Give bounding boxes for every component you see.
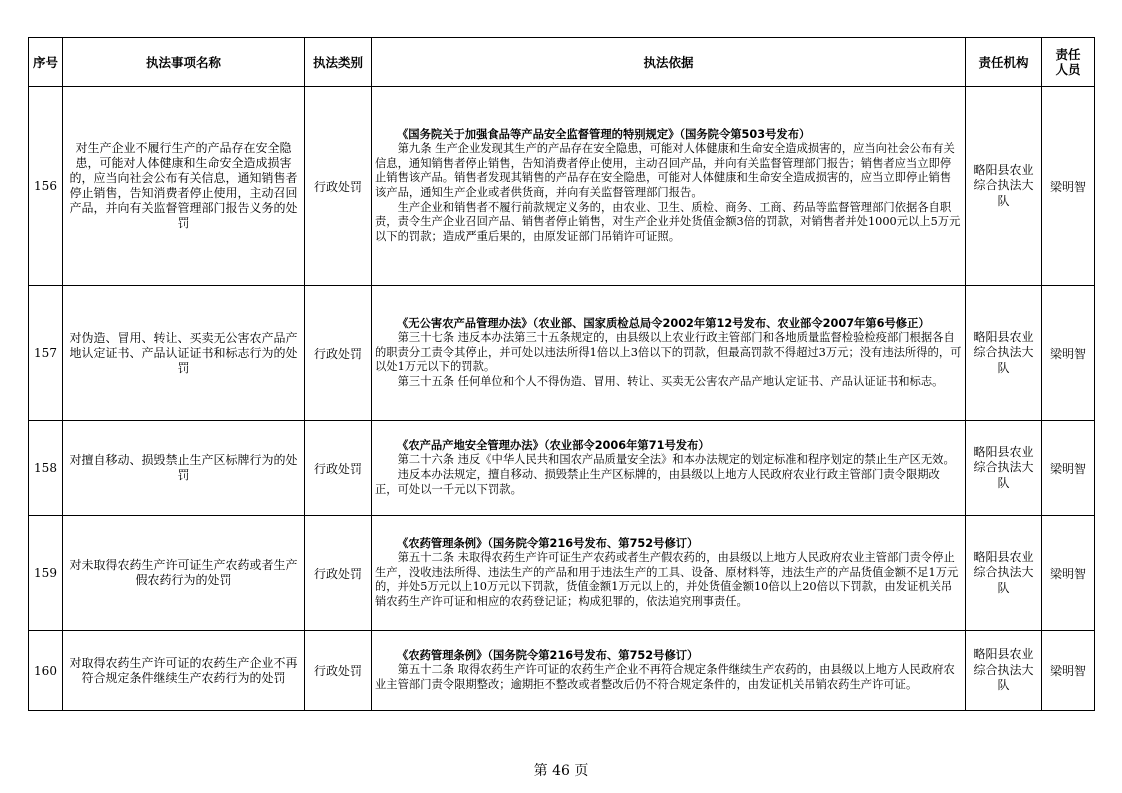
row-item: 对擅自移动、损毁禁止生产区标牌行为的处罚 — [63, 421, 305, 516]
row-category: 行政处罚 — [305, 87, 372, 286]
header-basis: 执法依据 — [372, 38, 966, 87]
row-category: 行政处罚 — [305, 516, 372, 631]
table-row — [29, 421, 1095, 516]
row-org: 略阳县农业综合执法大队 — [966, 631, 1042, 711]
law-paragraph: 第五十二条 取得农药生产许可证的农药生产企业不再符合规定条件继续生产农药的，由县级以上地方人民政府农业主管部门责令限期整改；逾期拒不整改或者整改后仍不符合规定条件的，由发证机关吊销农药生产许可证。 — [375, 663, 955, 691]
table-row — [29, 286, 1095, 421]
row-category: 行政处罚 — [305, 631, 372, 711]
table-row — [29, 631, 1095, 711]
law-title: 《农药管理条例》（国务院令第216号发布、第752号修订） — [397, 648, 699, 662]
row-org: 略阳县农业综合执法大队 — [966, 87, 1042, 286]
law-paragraph: 违反本办法规定，擅自移动、损毁禁止生产区标牌的，由县级以上地方人民政府农业行政主管部门责令限期改正，可处以一千元以下罚款。 — [375, 468, 940, 496]
row-basis — [372, 631, 966, 711]
law-paragraph: 第三十七条 违反本办法第三十五条规定的，由县级以上农业行政主管部门和各地质量监督检验检疫部门根据各自的职责分工责令其停止，并可处以违法所得1倍以上3倍以下的罚款，但最高罚款不得超过3万元；没有违法所得的，可以处1万元以下的罚款。 — [375, 331, 962, 374]
table-row — [29, 87, 1095, 286]
row-person: 梁明智 — [1042, 631, 1095, 711]
row-org: 略阳县农业综合执法大队 — [966, 421, 1042, 516]
row-basis — [372, 516, 966, 631]
row-person: 梁明智 — [1042, 286, 1095, 421]
header-org: 责任机构 — [966, 38, 1042, 87]
law-title: 《国务院关于加强食品等产品安全监督管理的特别规定》（国务院令第503号发布） — [397, 127, 811, 141]
row-seq: 159 — [29, 516, 63, 631]
row-category: 行政处罚 — [305, 421, 372, 516]
law-paragraph: 第九条 生产企业发现其生产的产品存在安全隐患，可能对人体健康和生命安全造成损害的，应当向社会公布有关信息，通知销售者停止销售，告知消费者停止使用，主动召回产品，并向有关监督管理部门报告；销售者应当立即停止销售该产品。销售者发现其销售的产品存在安全隐患，可能对人体健康和生命安全造成损害的，应当立即停止销售该产品，通知生产企业或者供货商，并向有关监督管理部门报告。 — [375, 142, 955, 199]
row-item: 对生产企业不履行生产的产品存在安全隐患，可能对人体健康和生命安全造成损害的，应当向社会公布有关信息，通知销售者停止销售，告知消费者停止使用，主动召回产品，并向有关监督管理部门报告义务的处罚 — [63, 87, 305, 286]
header-person: 责任人员 — [1042, 38, 1095, 87]
header-item: 执法事项名称 — [63, 38, 305, 87]
page-number: 第 46 页 — [533, 763, 589, 779]
row-person: 梁明智 — [1042, 516, 1095, 631]
row-category: 行政处罚 — [305, 286, 372, 421]
header-category: 执法类别 — [305, 38, 372, 87]
row-person: 梁明智 — [1042, 87, 1095, 286]
law-title: 《农产品产地安全管理办法》（农业部令2006年第71号发布） — [397, 438, 710, 452]
row-person: 梁明智 — [1042, 421, 1095, 516]
row-basis — [372, 87, 966, 286]
row-basis — [372, 421, 966, 516]
row-item: 对未取得农药生产许可证生产农药或者生产假农药行为的处罚 — [63, 516, 305, 631]
law-paragraph: 生产企业和销售者不履行前款规定义务的，由农业、卫生、质检、商务、工商、药品等监督管理部门依据各自职责，责令生产企业召回产品、销售者停止销售，对生产企业并处货值金额3倍的罚款，对销售者并处1000元以上5万元以下的罚款；造成严重后果的，由原发证部门吊销许可证照。 — [375, 200, 961, 243]
row-seq: 158 — [29, 421, 63, 516]
law-paragraph: 第三十五条 任何单位和个人不得伪造、冒用、转让、买卖无公害农产品产地认定证书、产品认证证书和标志。 — [397, 374, 944, 388]
law-title: 《农药管理条例》（国务院令第216号发布、第752号修订） — [397, 536, 699, 550]
row-seq: 160 — [29, 631, 63, 711]
row-org: 略阳县农业综合执法大队 — [966, 286, 1042, 421]
table-header-row — [29, 38, 1095, 87]
row-basis — [372, 286, 966, 421]
law-paragraph: 第二十六条 违反《中华人民共和国农产品质量安全法》和本办法规定的划定标准和程序划定的禁止生产区无效。 — [397, 453, 955, 467]
row-seq: 157 — [29, 286, 63, 421]
law-paragraph: 第五十二条 未取得农药生产许可证生产农药或者生产假农药的，由县级以上地方人民政府农业主管部门责令停止生产，没收违法所得、违法生产的产品和用于违法生产的工具、设备、原材料等，违法生产的产品货值金额不足1万元的，并处5万元以上10万元以下罚款，货值金额1万元以上的，并处货值金额10倍以上20倍以下罚款，由发证机关吊销农药生产许可证和相应的农药登记证；构成犯罪的，依法追究刑事责任。 — [375, 551, 959, 608]
header-seq: 序号 — [29, 38, 63, 87]
law-title: 《无公害农产品管理办法》（农业部、国家质检总局令2002年第12号发布、农业部令2007年第6号修正） — [397, 316, 930, 330]
row-item: 对取得农药生产许可证的农药生产企业不再符合规定条件继续生产农药行为的处罚 — [63, 631, 305, 711]
table-row — [29, 516, 1095, 631]
row-item: 对伪造、冒用、转让、买卖无公害农产品产地认定证书、产品认证证书和标志行为的处罚 — [63, 286, 305, 421]
row-org: 略阳县农业综合执法大队 — [966, 516, 1042, 631]
enforcement-table — [28, 37, 1095, 711]
row-seq: 156 — [29, 87, 63, 286]
